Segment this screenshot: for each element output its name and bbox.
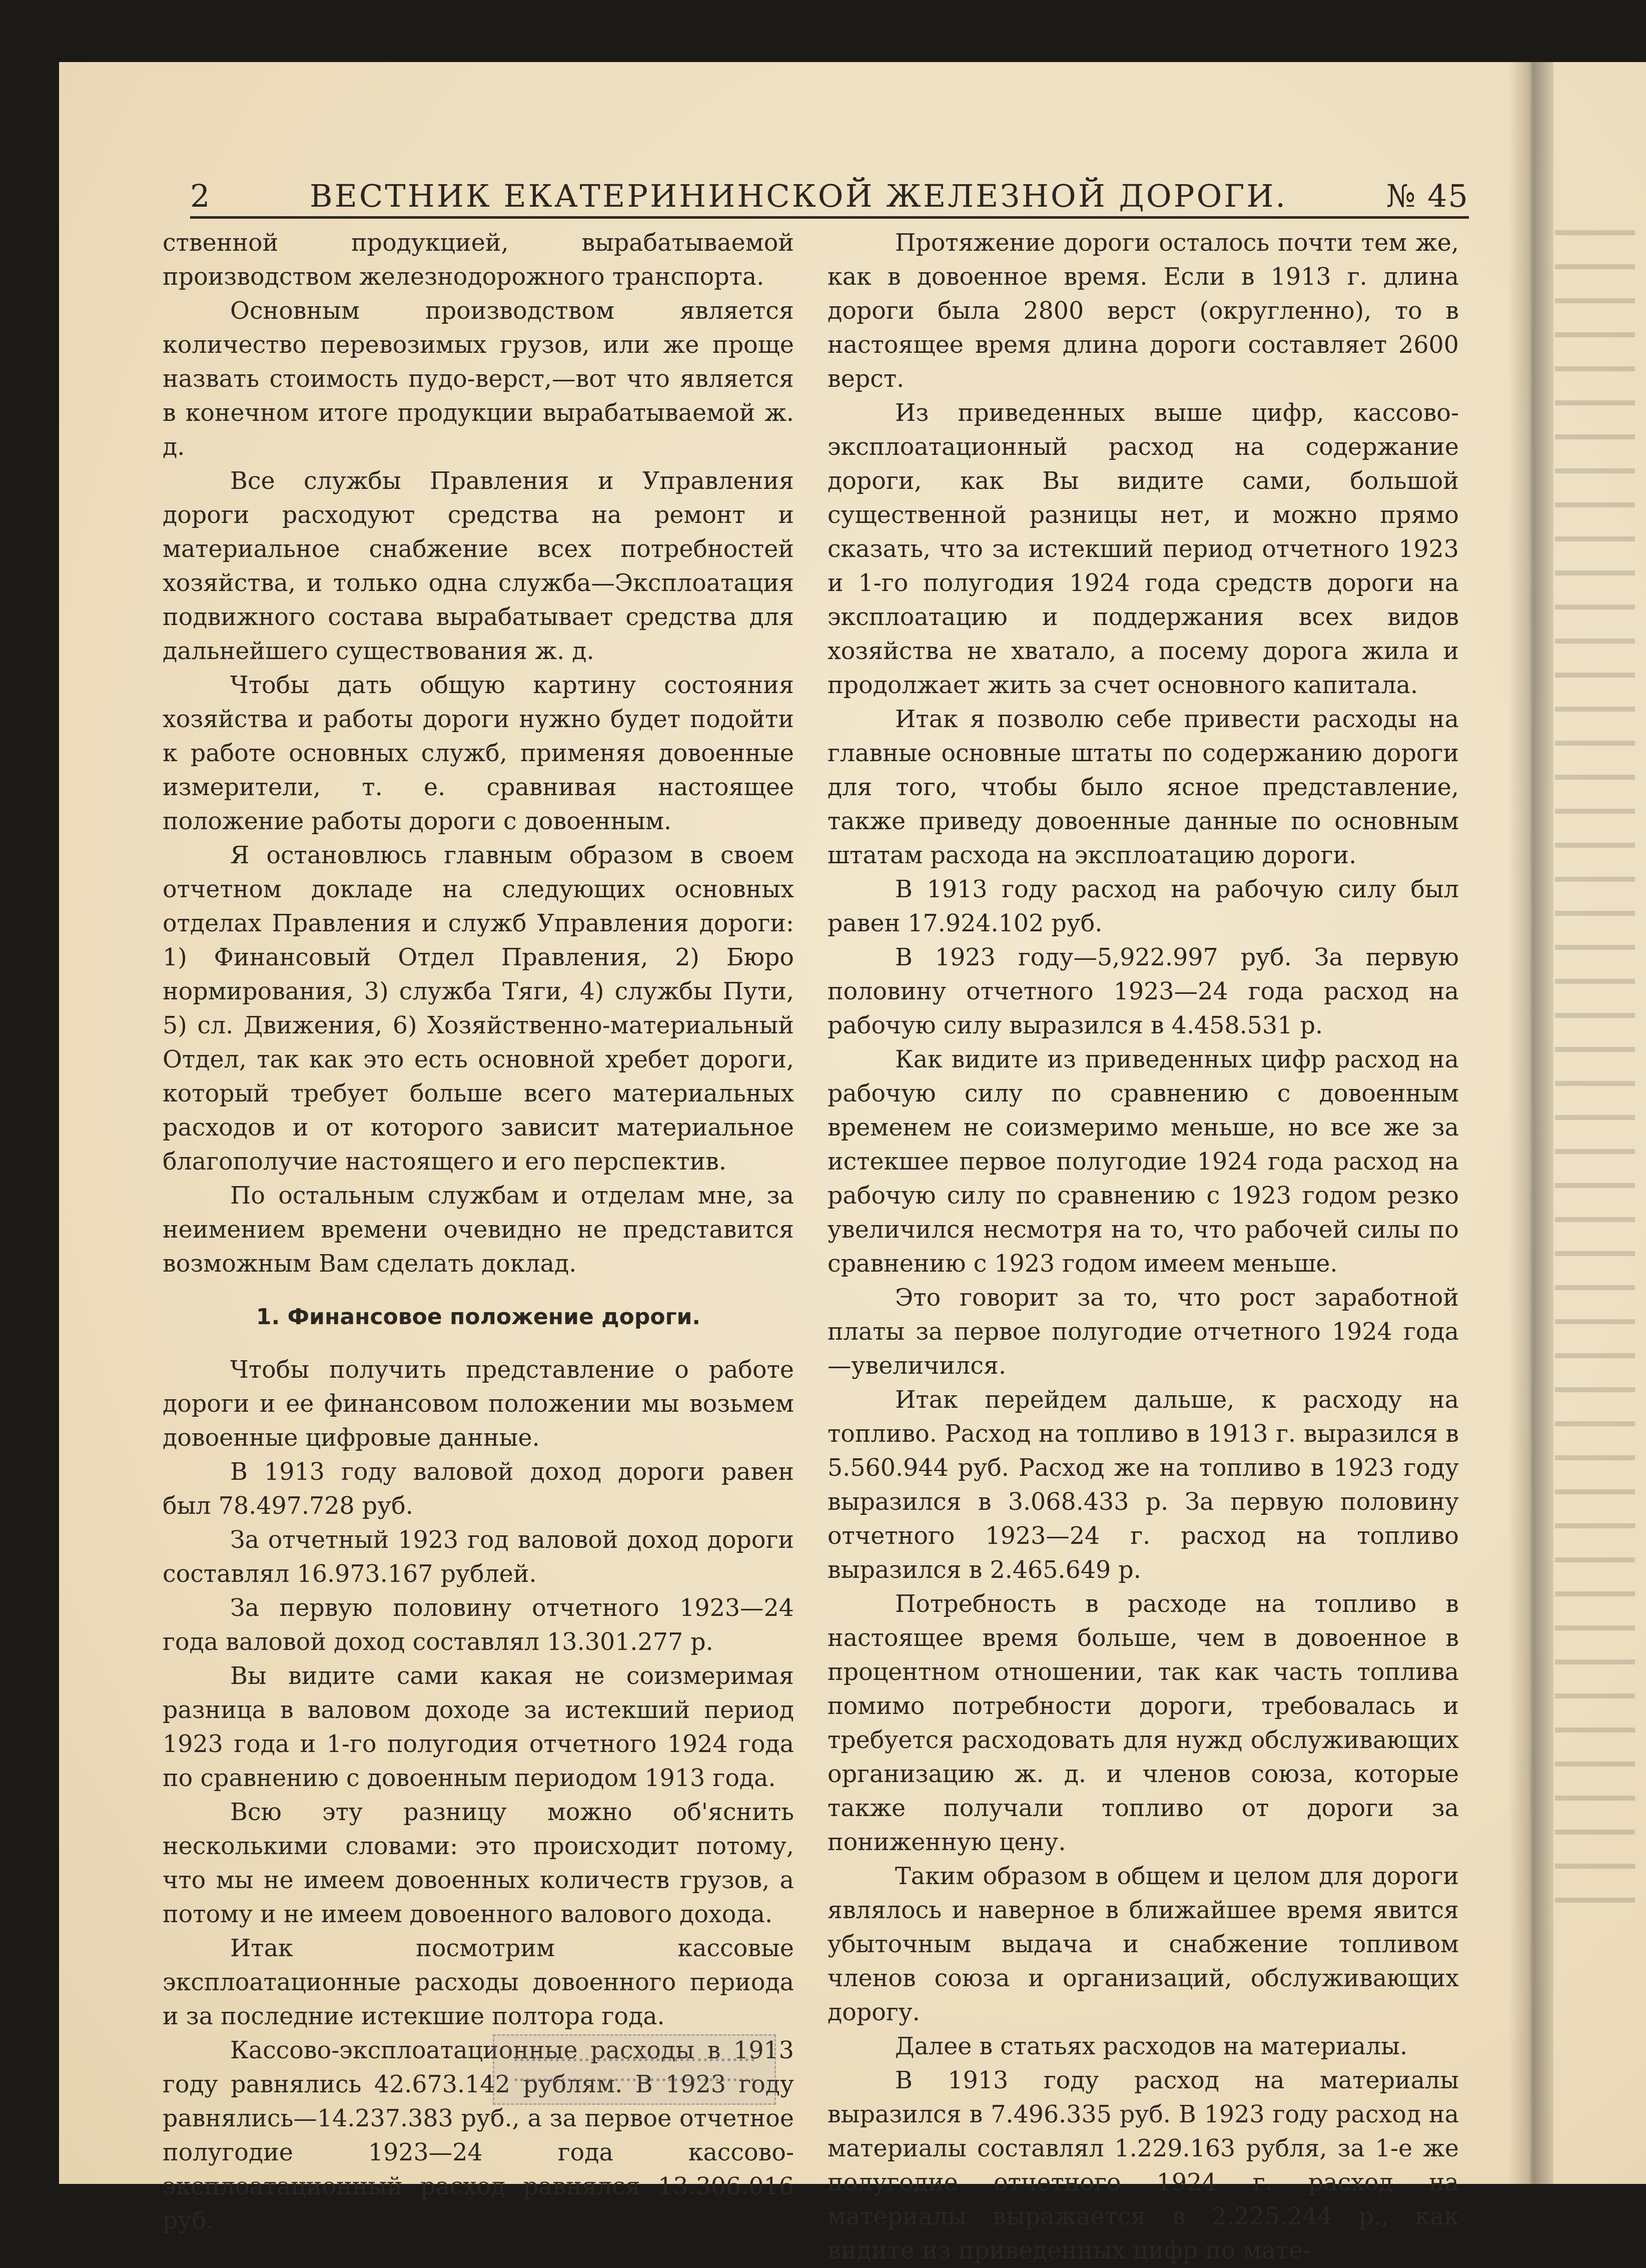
paragraph: Всю эту разницу можно об'яснить несколькими словами: это происходит потому, что мы не имеем довоенных количеств грузов, а потому и не имеем довоенного валового дохода. bbox=[163, 1799, 794, 1928]
paragraph: В 1913 году расход на материалы выразился в 7.496.335 руб. В 1923 году расход на материалы составлял 1.229.163 рубля, за 1-е же полугодие отчетного 1924 г. расход на материалы выражается в 2.225.244 р., как видите из приведенных цифр по мате- bbox=[828, 2067, 1459, 2264]
left-column bbox=[163, 226, 794, 2238]
paragraph: За первую половину отчетного 1923—24 года валовой доход составлял 13.301.277 р. bbox=[163, 1594, 794, 1656]
newspaper-title: ВЕСТНИК ЕКАТЕРИНИНСКОЙ ЖЕЛЕЗНОЙ ДОРОГИ. bbox=[310, 178, 1288, 214]
page-header bbox=[190, 159, 1469, 214]
paragraph: Далее в статьях расходов на материалы. bbox=[895, 2033, 1408, 2060]
paragraph: По остальным службам и отделам мне, за неимением времени очевидно не представится возможным Вам сделать доклад. bbox=[163, 1182, 794, 1278]
paragraph: Итак посмотрим кассовые эксплоатационные расходы довоенного периода и за последние истекшие полтора года. bbox=[163, 1935, 794, 2030]
paragraph: Вы видите сами какая не соизмеримая разница в валовом доходе за истекший период 1923 года и 1-го полугодия отчетного 1924 года по сравнению с довоенным периодом 1913 года. bbox=[163, 1662, 794, 1792]
stamp-line bbox=[514, 2058, 754, 2061]
header-rule bbox=[190, 216, 1469, 219]
stamp-line bbox=[514, 2078, 754, 2081]
paragraph: ственной продукцией, вырабатываемой производством железнодорожного транспорта. bbox=[163, 229, 794, 291]
paragraph: Чтобы дать общую картину состояния хозяйства и работы дороги нужно будет подойти к работе основных служб, применяя довоенные измерители, т. е. сравнивая настоящее положение работы дороги с довоенным. bbox=[163, 672, 794, 835]
paragraph: В 1913 году расход на рабочую силу был равен 17.924.102 руб. bbox=[828, 876, 1459, 937]
issue-number: № 45 bbox=[1386, 178, 1469, 214]
paragraph: Таким образом в общем и целом для дороги являлось и наверное в ближайшее время явится убыточным выдача и снабжение топливом членов союза и организаций, обслуживающих дорогу. bbox=[828, 1863, 1459, 2026]
paragraph: Основным производством является количество перевозимых грузов, или же проще назвать стоимость пудо-верст,—вот что является в конечном итоге продукции вырабатываемой ж. д. bbox=[163, 297, 794, 461]
paragraph: Это говорит за то, что рост заработной платы за первое полугодие отчетного 1924 года—увеличился. bbox=[828, 1284, 1459, 1380]
paragraph: Итак перейдем дальше, к расходу на топливо. Расход на топливо в 1913 г. выразился в 5.560.944 руб. Расход же на топливо в 1923 году выразился в 3.068.433 р. За первую половину отчетного 1923—24 г. расход на топливо выразился в 2.465.649 р. bbox=[828, 1386, 1459, 1584]
page-number: 2 bbox=[190, 178, 211, 214]
paragraph: Из приведенных выше цифр, кассово-эксплоатационный расход на содержание дороги, как Вы видите сами, большой существенной разницы нет, и можно прямо сказать, что за истекший период отчетного 1923 и 1-го полугодия 1924 года средств дороги на эксплоатацию и поддержания всех видов хозяйства не хватало, а посему дорога жила и продолжает жить за счет основного капитала. bbox=[828, 399, 1459, 699]
library-stamp bbox=[493, 2034, 776, 2105]
paragraph: Итак я позволю себе привести расходы на главные основные штаты по содержанию дороги для того, чтобы было ясное представление, также приведу довоенные данные по основным штатам расхода на эксплоатацию дороги. bbox=[828, 706, 1459, 869]
section-heading: 1. Финансовое положение дороги. bbox=[256, 1304, 701, 1330]
paragraph: Чтобы получить представление о работе дороги и ее финансовом положении мы возьмем довоенные цифровые данные. bbox=[163, 1356, 794, 1452]
paragraph: В 1923 году—5,922.997 руб. За первую половину отчетного 1923—24 года расход на рабочую силу выразился в 4.458.531 р. bbox=[828, 944, 1459, 1039]
paragraph: За отчетный 1923 год валовой доход дороги составлял 16.973.167 рублей. bbox=[163, 1526, 794, 1588]
paragraph: В 1913 году валовой доход дороги равен был 78.497.728 руб. bbox=[163, 1458, 794, 1520]
right-column bbox=[828, 226, 1459, 2268]
paragraph: Как видите из приведенных цифр расход на рабочую силу по сравнению с довоенным временем не соизмеримо меньше, но все же за истекшее первое полугодие 1924 года расход на рабочую силу по сравнению с 1923 годом резко увеличился несмотря на то, что рабочей силы по сравнению с 1923 годом имеем меньше. bbox=[828, 1046, 1459, 1278]
paragraph: Я остановлюсь главным образом в своем отчетном докладе на следующих основных отделах Правления и служб Управления дороги: 1) Финансовый Отдел Правления, 2) Бюро нормирования, 3) служба Тяги, 4) службы Пути, 5) сл. Движения, 6) Хозяйственно-материальный Отдел, так как это есть основной хребет дороги, который требует больше всего материальных расходов и от которого зависит материальное благополучие настоящего и его перспектив. bbox=[163, 842, 794, 1176]
paragraph: Кассово-эксплоатационные расходы в 1913 году равнялись 42.673.142 рублям. В 1923 году равнялись—14.237.383 руб., а за первое отчетное полугодие 1923—24 года кассово-эксплоатационный расход равнялся 13.306.016 руб. bbox=[163, 2037, 794, 2234]
paragraph: Потребность в расходе на топливо в настоящее время больше, чем в довоенное в процентном отношении, так как часть топлива помимо потребности дороги, требовалась и требуется расходовать для нужд обслуживающих организацию ж. д. и членов союза, которые также получали топливо от дороги за пониженную цену. bbox=[828, 1590, 1459, 1856]
paragraph: Все службы Правления и Управления дороги расходуют средства на ремонт и материальное снабжение всех потребностей хозяйства, и только одна служба—Эксплоатация подвижного состава вырабатывает средства для дальнейшего существования ж. д. bbox=[163, 467, 794, 665]
adjacent-page-edge bbox=[1555, 230, 1635, 1932]
page-fold-shadow bbox=[1508, 62, 1553, 2184]
paragraph: Протяжение дороги осталось почти тем же, как в довоенное время. Если в 1913 г. длина дороги была 2800 верст (округленно), то в настоящее время длина дороги составляет 2600 верст. bbox=[828, 229, 1459, 393]
